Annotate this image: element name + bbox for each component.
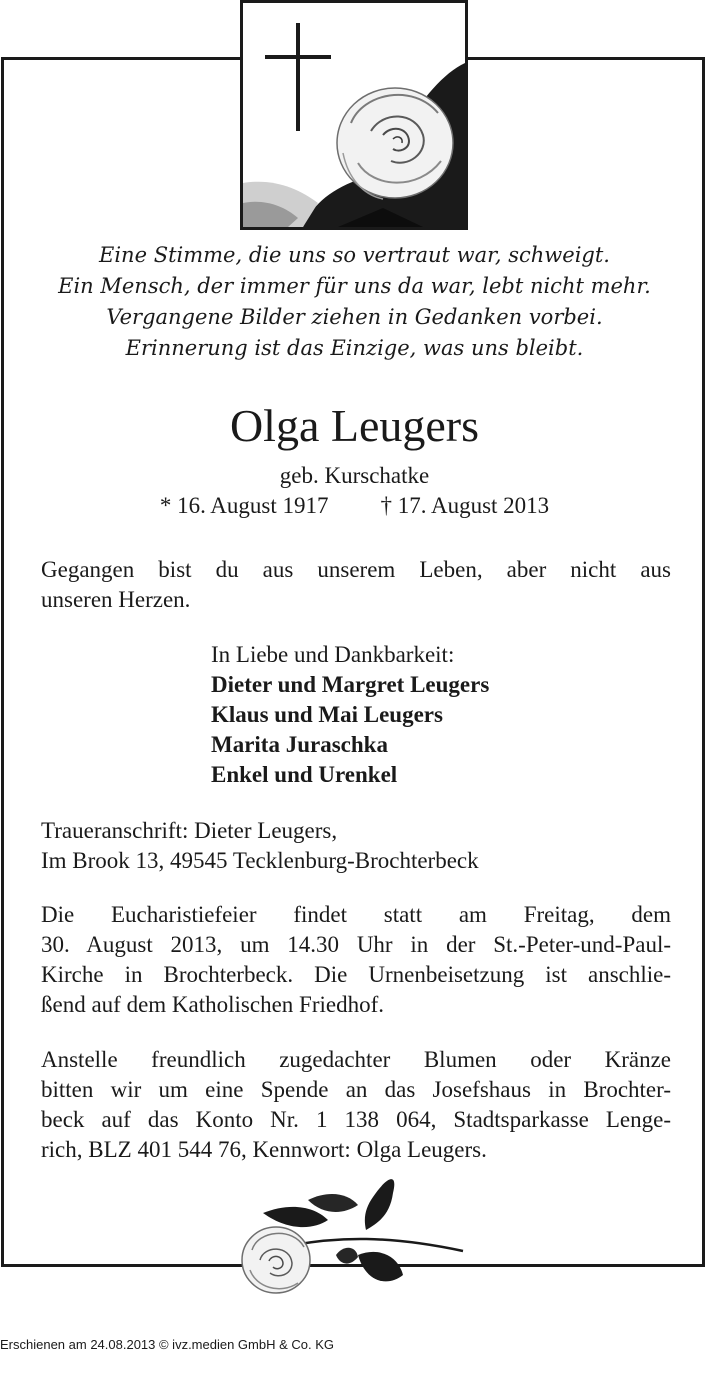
address-line: Traueranschrift: Dieter Leugers, [41,818,338,843]
mourner-name: Klaus und Mai Leugers [211,702,443,727]
intro-line: unseren Herzen. [41,587,191,612]
intro-text [41,555,671,615]
death-date: † 17. August 2013 [380,493,550,518]
poem-line: Eine Stimme, die uns so vertraut war, schweigt. [99,243,610,267]
mourner-name: Marita Juraschka [211,732,388,757]
mourning-address [41,816,671,876]
donation-line: rich, BLZ 401 544 76, Kennwort: Olga Leugers. [41,1137,487,1162]
cross-rose-picture [243,3,465,227]
poem-line: Ein Mensch, der immer für uns da war, lebt nicht mehr. [58,274,651,298]
donation-line: bitten wir um eine Spende an das Josefshaus in Brochter- [41,1077,671,1102]
cross-rose-image [240,0,468,230]
service-line: 30. August 2013, um 14.30 Uhr in der St.-Peter-und-Paul- [41,932,671,957]
birth-date: * 16. August 1917 [159,493,329,518]
address-line: Im Brook 13, 49545 Tecklenburg-Brochterbeck [41,848,479,873]
maiden-name: geb. Kurschatke [279,463,430,488]
poem [0,240,709,364]
donation-line: beck auf das Konto Nr. 1 138 064, Stadtsparkasse Lenge- [41,1107,671,1132]
mourner-name: Enkel und Urenkel [211,762,398,787]
publication-credit: Erschienen am 24.08.2013 © ivz.medien GmbH & Co. KG [0,1337,335,1352]
intro-line: Gegangen bist du aus unserem Leben, aber nicht aus [41,557,671,582]
service-line: Die Eucharistiefeier findet statt am Freitag, dem [41,902,671,927]
single-rose-picture [238,1175,470,1305]
poem-line: Erinnerung ist das Einzige, was uns bleibt. [125,336,584,360]
service-line: ßend auf dem Katholischen Friedhof. [41,992,384,1017]
deceased-name: Olga Leugers [229,400,480,451]
mourner-name: Dieter und Margret Leugers [211,672,490,697]
donation-line: Anstelle freundlich zugedachter Blumen oder Kränze [41,1047,671,1072]
mourners-heading: In Liebe und Dankbarkeit: [211,642,455,667]
poem-line: Vergangene Bilder ziehen in Gedanken vorbei. [106,305,603,329]
mourners-block [211,640,489,790]
rose-image [238,1175,470,1305]
service-text [41,900,671,1020]
life-dates [0,491,709,521]
service-line: Kirche in Brochterbeck. Die Urnenbeisetzung ist anschlie- [41,962,671,987]
donation-text [41,1045,671,1165]
